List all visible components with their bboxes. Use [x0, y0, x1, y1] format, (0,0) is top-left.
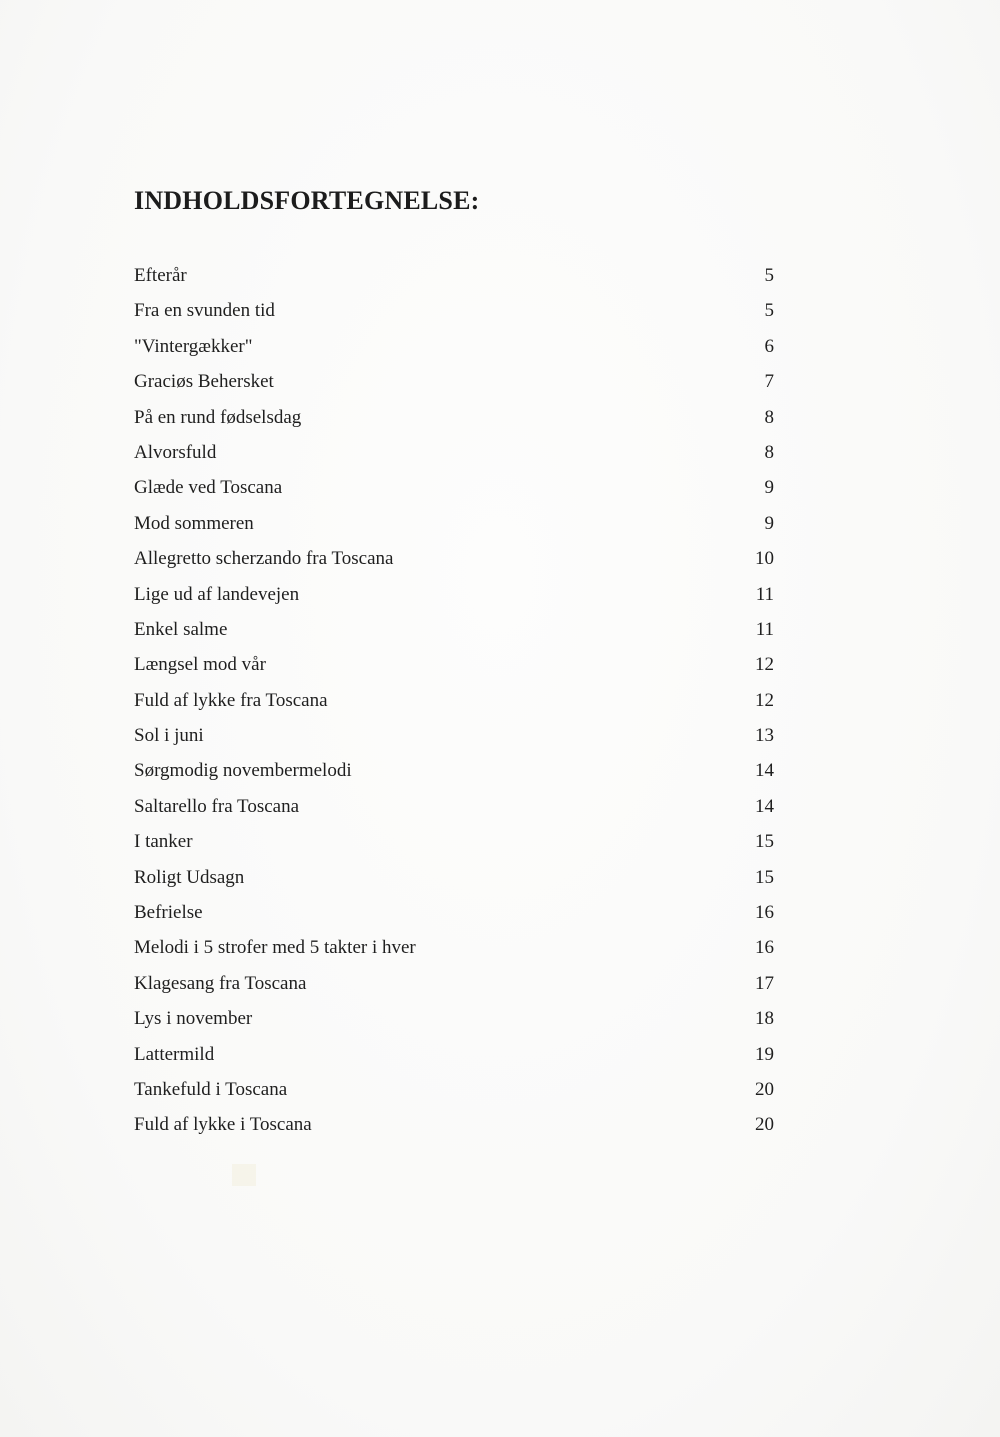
- toc-entry: [134, 400, 774, 435]
- toc-entry-page: 6: [764, 335, 774, 357]
- toc-entry-page: 8: [764, 441, 774, 463]
- toc-entry: [134, 683, 774, 718]
- toc-entry-page: 20: [755, 1114, 774, 1136]
- toc-entry-page: 8: [764, 406, 774, 428]
- toc-entry-page: 15: [755, 831, 774, 853]
- toc-entry-page: 16: [755, 902, 774, 924]
- toc-entry: [134, 753, 774, 788]
- toc-entry-title: Roligt Udsagn: [134, 866, 245, 888]
- toc-entry-title: Befrielse: [134, 902, 203, 924]
- toc-entry: [134, 647, 774, 682]
- toc-entry-page: 10: [755, 548, 774, 570]
- toc-entry: [134, 470, 774, 505]
- toc-entry-page: 15: [755, 866, 774, 888]
- toc-entry-title: Allegretto scherzando fra Toscana: [134, 548, 394, 570]
- toc-entry-title: Lattermild: [134, 1043, 215, 1065]
- toc-entry: [134, 966, 774, 1001]
- paper-smudge: [232, 1164, 256, 1186]
- toc-entry-page: 9: [764, 477, 774, 499]
- toc-entry-page: 5: [764, 265, 774, 286]
- toc-entry-page: 20: [755, 1078, 774, 1100]
- toc-entry-title: "Vintergækker": [134, 335, 253, 357]
- toc-entry: [134, 860, 774, 895]
- toc-entry: [134, 1037, 774, 1072]
- toc-entry-title: Lige ud af landevejen: [134, 583, 300, 605]
- toc-entry-title: Melodi i 5 strofer med 5 takter i hver: [134, 937, 416, 959]
- toc-entry-page: 7: [764, 371, 774, 393]
- toc-entry: [134, 329, 774, 364]
- page-title: INDHOLDSFORTEGNELSE:: [134, 186, 480, 215]
- toc-entry-page: 17: [755, 972, 774, 994]
- toc-entry: [134, 895, 774, 930]
- toc-entry-title: Alvorsfuld: [134, 441, 217, 463]
- toc-entry-page: 5: [764, 300, 774, 322]
- toc-entry: [134, 258, 774, 293]
- toc-entry-page: 13: [755, 725, 774, 747]
- toc-entry-page: 11: [755, 618, 774, 640]
- toc-entry-page: 12: [755, 689, 774, 711]
- toc-entry: [134, 718, 774, 753]
- toc-entry-title: Klagesang fra Toscana: [134, 972, 307, 994]
- toc-entry-page: 11: [755, 583, 774, 605]
- toc-entry-title: Fra en svunden tid: [134, 300, 275, 322]
- toc-entry-title: Længsel mod vår: [134, 654, 266, 676]
- toc-entry: [134, 1107, 774, 1142]
- toc-entry-title: Mod sommeren: [134, 512, 254, 534]
- toc-entry-page: 14: [755, 795, 774, 817]
- toc-entry-title: Sol i juni: [134, 725, 204, 747]
- toc-entry-title: Glæde ved Toscana: [134, 477, 283, 499]
- toc-entry-title: Enkel salme: [134, 618, 228, 640]
- toc-entry: [134, 364, 774, 399]
- toc-entry-page: 9: [764, 512, 774, 534]
- table-of-contents: [134, 258, 774, 1143]
- toc-entry-title: Saltarello fra Toscana: [134, 795, 300, 817]
- toc-entry-page: 19: [755, 1043, 774, 1065]
- toc-entry: [134, 506, 774, 541]
- toc-entry-page: 18: [755, 1008, 774, 1030]
- toc-entry: [134, 612, 774, 647]
- toc-entry: [134, 789, 774, 824]
- toc-entry-title: Sørgmodig novembermelodi: [134, 760, 352, 782]
- toc-entry-title: Fuld af lykke i Toscana: [134, 1114, 312, 1136]
- toc-entry: [134, 435, 774, 470]
- toc-entry: [134, 577, 774, 612]
- toc-entry: [134, 1001, 774, 1036]
- toc-entry-title: Fuld af lykke fra Toscana: [134, 689, 328, 711]
- toc-entry: [134, 293, 774, 328]
- toc-entry-page: 16: [755, 937, 774, 959]
- toc-entry-title: Efterår: [134, 265, 187, 286]
- toc-entry-title: Lys i november: [134, 1008, 253, 1030]
- toc-entry: [134, 541, 774, 576]
- toc-entry: [134, 1072, 774, 1107]
- toc-entry: [134, 824, 774, 859]
- toc-entry-title: På en rund fødselsdag: [134, 406, 302, 428]
- toc-entry-page: 12: [755, 654, 774, 676]
- toc-entry-title: Graciøs Behersket: [134, 371, 274, 393]
- toc-entry: [134, 930, 774, 965]
- toc-entry-title: Tankefuld i Toscana: [134, 1078, 288, 1100]
- toc-entry-page: 14: [755, 760, 774, 782]
- toc-entry-title: I tanker: [134, 831, 193, 853]
